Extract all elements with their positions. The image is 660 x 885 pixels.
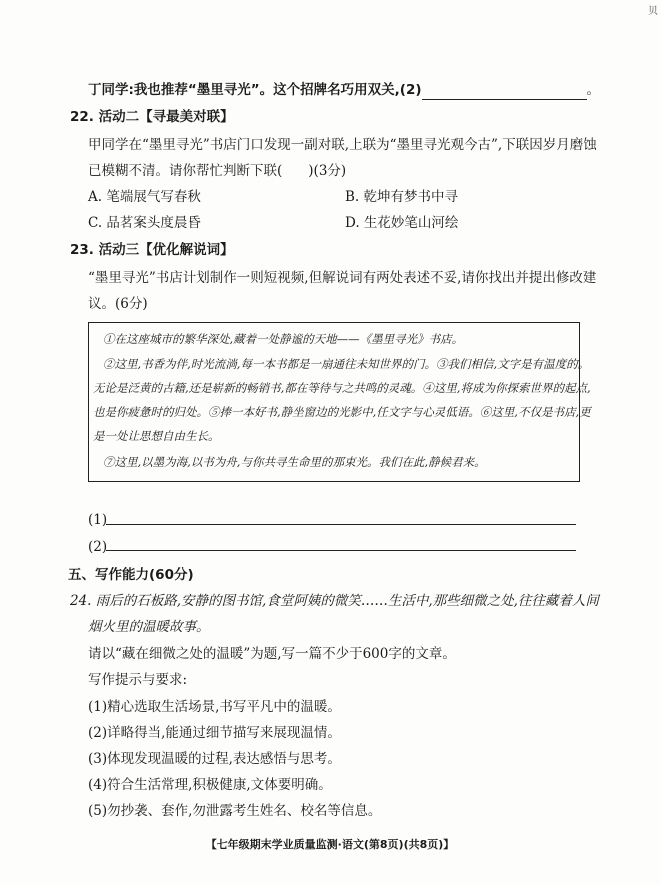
narration-line: 也是你疲惫时的归处。⑤捧一本好书,静坐窗边的光影中,任文字与心灵低语。⑥这里,不仅是书店,更 [93, 405, 591, 419]
page-footer: 【七年级期末学业质量监测·语文(第8页)(共8页)】 [205, 838, 455, 851]
q24-line2: 烟火里的温暖故事。 [88, 619, 210, 635]
q22-option-c[interactable]: C. 品茗案头度晨昏 [88, 215, 201, 231]
q24-line1: 24. 雨后的石板路,安静的图书馆,食堂阿姨的微笑……生活中,那些细微之处,往往藏着人间 [70, 593, 599, 609]
corner-mark: 贝 [648, 6, 658, 17]
narration-line: 是一处让思想自由生长。 [93, 429, 220, 443]
intro-end: 。 [586, 82, 601, 98]
q22-option-b[interactable]: B. 乾坤有梦书中寻 [345, 189, 459, 205]
q24-tip-2: (2)详略得当,能通过细节描写来展现温情。 [88, 725, 341, 741]
q22-stem-line2 [88, 161, 346, 181]
answer-blank[interactable] [422, 85, 587, 100]
q24-line4: 写作提示与要求: [88, 672, 188, 688]
q22-stem-line2-text: 已模糊不清。请你帮忙判断下联( [88, 163, 283, 179]
q24-tip-4: (4)符合生活常理,积极健康,文体要明确。 [88, 777, 332, 793]
intro-line [88, 80, 600, 100]
q24-tip-5: (5)勿抄袭、套作,勿泄露考生姓名、校名等信息。 [88, 803, 382, 819]
q23-stem-line2: 议。(6分) [88, 296, 148, 312]
q24-line3: 请以“藏在细微之处的温暖”为题,写一篇不少于600字的文章。 [88, 646, 456, 662]
q23-stem-line1: “墨里寻光”书店计划制作一则短视频,但解说词有两处表述不妥,请你找出并提出修改建 [88, 270, 597, 286]
narration-line: 无论是泛黄的古籍,还是崭新的畅销书,都在等待与之共鸣的灵魂。④这里,将成为你探索世界的起点, [93, 381, 591, 395]
narration-line: ②这里,书香为伴,时光流淌,每一本书都是一扇通往未知世界的门。③我们相信,文字是有温度的。 [103, 357, 590, 371]
q24-tip-3: (3)体现发现温暖的过程,表达感悟与思考。 [88, 751, 341, 767]
q22-option-a[interactable]: A. 笔端展气写春秋 [88, 189, 201, 205]
section5-title: 五、写作能力(60分) [68, 567, 194, 583]
q23-title: 23. 活动三【优化解说词】 [70, 242, 234, 258]
answer-label-1: (1) [88, 512, 108, 528]
q24-tip-1: (1)精心选取生活场景,书写平凡中的温暖。 [88, 699, 341, 715]
q22-option-d[interactable]: D. 生花妙笔山河绘 [345, 215, 459, 231]
q22-title: 22. 活动二【寻最美对联】 [70, 109, 234, 125]
narration-line: ⑦这里,以墨为海,以书为舟,与你共寻生命里的那束光。我们在此,静候君来。 [103, 455, 486, 469]
narration-box [88, 322, 591, 482]
answer-label-2: (2) [88, 539, 108, 555]
answer-line-2[interactable] [106, 550, 576, 551]
narration-line: ①在这座城市的繁华深处,藏着一处静谧的天地——《墨里寻光》书店。 [103, 332, 464, 346]
q22-stem-line2-end: )(3分) [308, 163, 347, 179]
answer-line-1[interactable] [106, 524, 576, 525]
q22-stem-line1: 甲同学在“墨里寻光”书店门口发现一副对联,上联为“墨里寻光观今古”,下联因岁月磨蚀 [88, 137, 597, 153]
intro-text: 丁同学:我也推荐“墨里寻光”。这个招牌名巧用双关,(2) [88, 82, 422, 98]
